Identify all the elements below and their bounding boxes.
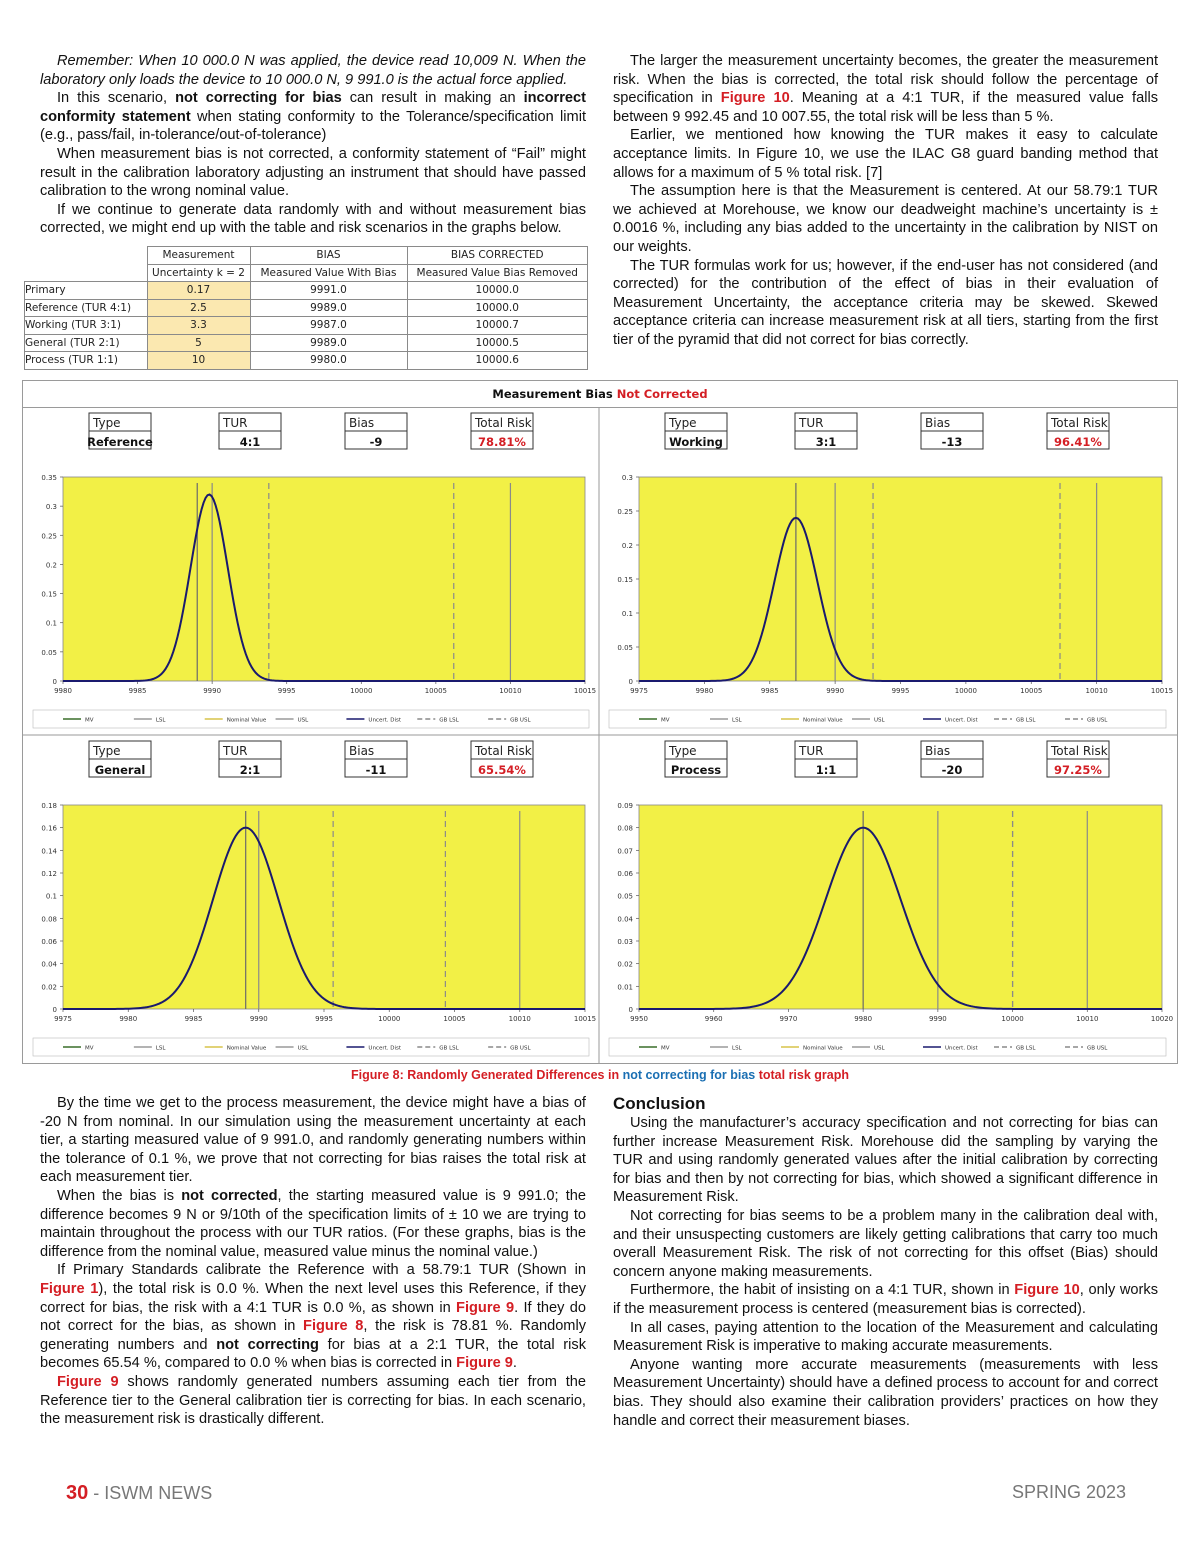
x-tick-label: 10010 [1076, 1015, 1099, 1023]
paragraph: The larger the measurement uncertainty becomes, the greater the measurement risk. When the bias is corrected, the total risk should follow the percentage of specification in Figure 10. Meaning at a 4:1 TUR, if the measured value falls between 9 992.45 and 10 007.55, the total risk will be less than 5 %. [613, 53, 1158, 125]
chart-panel [609, 741, 1173, 1056]
paragraph: The assumption here is that the Measurement is centered. At our 58.79:1 TUR we achieved at Morehouse, we know our deadweight machine’s uncertainty is ± 0.0016 %, including any bias added to the uncertainty in the calibration by NIST on our weights. [613, 183, 1158, 255]
y-tick-label: 0 [52, 678, 57, 686]
paragraph: When the bias is not corrected, the starting measured value is 9 991.0; the difference becomes 9 N or 9/10th of the specification limits of ± 10 we are trying to maintain throughout the process with our TUR ratios. (For these graphs, bias is the difference from the nominal value, measured value minus the nominal value.) [40, 1187, 586, 1260]
x-tick-label: 10000 [954, 687, 978, 695]
legend-label: USL [874, 717, 885, 724]
footer-publication: 30 - ISWM NEWS [66, 1482, 213, 1504]
table-row: Reference (TUR 4:1) 2.5 9989.0 10000.0 [25, 299, 588, 317]
legend-label: Uncert. Dist [945, 717, 978, 724]
x-tick-label: 10015 [573, 1015, 597, 1023]
legend-label: USL [297, 1045, 309, 1052]
legend-label: GB LSL [439, 717, 459, 724]
y-tick-label: 0.1 [621, 610, 633, 618]
x-tick-label: 10000 [378, 1015, 401, 1023]
header-value: Working [669, 435, 723, 449]
figure-8 [22, 380, 1178, 1064]
header-value: -20 [941, 763, 963, 777]
legend-label: Uncert. Dist [368, 1045, 402, 1052]
header-label: Total Risk [1051, 744, 1108, 758]
paragraph: Using the manufacturer’s accuracy specification and not correcting for bias can further increase Measurement Risk. Morehouse did the sampling by varying the TUR and using randomly generated values after the initial calibration by correcting for bias and then by not correcting for bias, which showed a significant difference in Measurement Risk. [613, 1115, 1158, 1206]
y-tick-label: 0.08 [617, 824, 633, 833]
x-tick-label: 9985 [760, 687, 779, 695]
right-column-bottom [613, 1094, 1158, 1430]
paragraph: Earlier, we mentioned how knowing the TUR makes it easy to calculate acceptance limits. In Figure 10, we use the ILAC G8 guard banding method that allows for a maximum of 5 % total risk. [7] [613, 127, 1158, 181]
legend-label: Uncert. Dist [945, 1045, 978, 1052]
paragraph: If Primary Standards calibrate the Reference with a 58.79:1 TUR (Shown in Figure 1), the total risk is 0.0 %. When the next level uses this Reference, if they correct for bias, the risk with a 4:1 TUR is 0.0 %, as shown in Figure 9. If they do not correct for the bias, as shown in Figure 8, the risk is 78.81 %. Randomly generating numbers and not correcting for bias at a 2:1 TUR, the total risk becomes 65.54 %, compared to 0.0 % when bias is corrected in Figure 9. [40, 1262, 587, 1372]
chart-panel [609, 413, 1173, 728]
paragraph: The TUR formulas work for us; however, if the end-user has not considered (and corrected) for the contribution of the effect of bias in their evaluation of Measurement Uncertainty, the acceptance criteria may be skewed. Skewed acceptance criteria can increase measurement risk at all tiers, starting from the first tier of the pyramid that did not correct for bias correctly. [613, 257, 1158, 348]
x-tick-label: 9975 [630, 687, 648, 695]
y-tick-label: 0.05 [617, 892, 633, 901]
x-tick-label: 10015 [573, 687, 597, 695]
legend-label: GB USL [1087, 1045, 1108, 1052]
y-tick-label: 0.08 [41, 915, 57, 924]
y-tick-label: 0.06 [617, 870, 633, 878]
y-tick-label: 0 [52, 1006, 57, 1014]
chart-panel [33, 413, 596, 728]
y-tick-label: 0.35 [41, 474, 57, 482]
header-value: 3:1 [815, 435, 837, 449]
y-tick-label: 0 [628, 678, 633, 686]
chart-panel [33, 741, 596, 1056]
x-tick-label: 10005 [443, 1015, 466, 1023]
x-tick-label: 9980 [54, 687, 72, 695]
paragraph: If we continue to generate data randomly with and without measurement bias corrected, we might end up with the table and risk scenarios in the graphs below. [40, 201, 586, 237]
y-tick-label: 0.2 [621, 542, 633, 550]
legend-label: USL [297, 717, 309, 724]
header-label: Total Risk [475, 416, 532, 430]
section-heading: Conclusion [613, 1094, 706, 1113]
y-tick-label: 0.1 [45, 892, 57, 901]
right-column-top [613, 52, 1158, 350]
header-label: Bias [925, 744, 951, 758]
header-value: -9 [369, 435, 383, 449]
legend-label: GB LSL [1016, 717, 1036, 724]
x-tick-label: 10010 [1085, 687, 1108, 695]
x-tick-label: 10005 [1020, 687, 1043, 695]
y-tick-label: 0.16 [41, 824, 57, 833]
y-tick-label: 0.14 [41, 847, 57, 856]
header-label: Type [669, 744, 697, 758]
y-tick-label: 0.2 [45, 561, 57, 570]
header-value: 1:1 [815, 763, 837, 777]
paragraph: Figure 9 shows randomly generated numbers assuming each tier from the Reference tier to the General calibration tier is correcting for bias. In each scenario, the measurement risk is drastically different. [40, 1373, 587, 1428]
y-tick-label: 0.09 [617, 802, 633, 810]
x-tick-label: 9950 [630, 1015, 648, 1023]
table-row: Process (TUR 1:1) 10 9980.0 10000.6 [25, 352, 588, 370]
header-label: TUR [223, 744, 248, 758]
paragraph: When measurement bias is not corrected, a conformity statement of “Fail” might result in the calibration laboratory adjusting an instrument that should have passed calibration to the wrong nominal value. [40, 145, 586, 200]
legend-label: USL [874, 1045, 885, 1052]
legend-label: MV [85, 717, 94, 724]
x-tick-label: 9970 [779, 1015, 798, 1023]
y-tick-label: 0.02 [617, 960, 633, 969]
legend-label: Uncert. Dist [368, 717, 402, 724]
page-number: 30 [66, 1482, 89, 1504]
y-tick-label: 0.07 [617, 847, 633, 856]
x-tick-label: 9980 [119, 1015, 138, 1023]
table-row: General (TUR 2:1) 5 9989.0 10000.5 [25, 334, 588, 352]
paragraph: Not correcting for bias seems to be a problem many in the calibration deal with, and their unsuspecting customers are likely getting calibrations that carry too much overall Measurement Risk. The risk of not correcting for this offset (Bias) should concern anyone making measurements. [613, 1207, 1158, 1280]
left-column-bottom [40, 1094, 586, 1429]
x-tick-label: 10005 [424, 687, 447, 695]
plot-area [639, 805, 1162, 1009]
header-label: Total Risk [1051, 416, 1108, 430]
figure-caption: Figure 8: Randomly Generated Differences in not correcting for bias total risk graph [350, 1068, 850, 1082]
table-row: Primary 0.17 9991.0 10000.0 [25, 282, 588, 300]
y-tick-label: 0.04 [617, 915, 633, 924]
header-label: TUR [223, 416, 248, 430]
y-tick-label: 0.05 [41, 648, 57, 657]
legend-label: Nominal Value [226, 1045, 267, 1052]
figure-link[interactable]: Figure 1 [40, 1280, 99, 1297]
x-tick-label: 10010 [499, 687, 522, 695]
y-tick-label: 0.1 [45, 619, 57, 628]
header-value: 4:1 [239, 435, 261, 449]
y-tick-label: 0.01 [617, 983, 633, 992]
remember-paragraph: Remember: When 10 000.0 N was applied, the device read 10,009 N. When the laboratory only loads the device to 10 000.0 N, 9 991.0 is the actual force applied. [40, 53, 586, 88]
x-tick-label: 10000 [350, 687, 373, 695]
y-tick-label: 0.15 [617, 576, 633, 584]
x-tick-label: 9990 [249, 1015, 268, 1023]
header-cell: Measured Value Bias Removed [407, 264, 588, 282]
header-value: 2:1 [239, 763, 261, 777]
plot-area [639, 477, 1162, 681]
legend-label: MV [85, 1045, 94, 1052]
paragraph: In this scenario, not correcting for bias can result in making an incorrect conformity statement when stating conformity to the Tolerance/specification limit (e.g., pass/fail, in-tolerance/out-of-tolerance) [40, 90, 587, 144]
header-label: Type [669, 416, 697, 430]
legend-label: GB USL [1087, 717, 1108, 724]
x-tick-label: 9980 [854, 1015, 873, 1023]
legend-label: LSL [155, 717, 166, 724]
x-tick-label: 9990 [203, 687, 222, 695]
bias-table [24, 246, 588, 370]
header-value: 65.54% [478, 763, 526, 777]
x-tick-label: 9990 [928, 1015, 947, 1023]
plot-area [63, 805, 585, 1009]
header-cell: Measured Value With Bias [250, 264, 407, 282]
legend-label: Nominal Value [803, 717, 843, 724]
header-value: 96.41% [1054, 435, 1102, 449]
y-tick-label: 0.12 [41, 870, 57, 878]
figure-link[interactable]: Figure 10 [1014, 1282, 1080, 1299]
header-label: Bias [349, 744, 375, 758]
header-cell: Uncertainty k = 2 [147, 264, 250, 282]
header-value: General [94, 763, 146, 777]
header-value: Process [670, 763, 722, 777]
legend-label: GB USL [510, 717, 531, 724]
paragraph: In all cases, paying attention to the location of the Measurement and calculating Measurement Risk is imperative to making accurate measurements. [613, 1319, 1158, 1355]
header-label: TUR [799, 416, 824, 430]
header-value: -13 [941, 435, 963, 449]
header-value: -11 [365, 763, 387, 777]
header-cell: Measurement [147, 247, 250, 265]
legend-label: LSL [732, 1045, 742, 1052]
legend-label: GB LSL [439, 1045, 459, 1052]
figure-charts [23, 407, 1177, 1063]
header-value: Reference [87, 435, 153, 449]
x-tick-label: 9985 [128, 687, 147, 695]
x-tick-label: 9975 [54, 1015, 72, 1023]
figure-link[interactable]: Figure 9 [456, 1355, 513, 1372]
y-tick-label: 0.04 [41, 960, 57, 969]
left-column-top [40, 52, 586, 238]
legend-label: Nominal Value [803, 1045, 843, 1052]
y-tick-label: 0.25 [617, 508, 633, 516]
header-label: Bias [349, 416, 375, 430]
header-label: Total Risk [475, 744, 532, 758]
legend-label: GB USL [510, 1045, 531, 1052]
x-tick-label: 10015 [1150, 687, 1174, 695]
header-cell: BIAS CORRECTED [407, 247, 588, 265]
header-value: 97.25% [1054, 763, 1102, 777]
y-tick-label: 0.25 [41, 532, 57, 541]
legend-label: MV [661, 1045, 670, 1052]
figure-link[interactable]: Figure 8 [303, 1318, 364, 1335]
plot-area [63, 477, 585, 681]
paragraph: By the time we get to the process measurement, the device might have a bias of -20 N from nominal. In our simulation using the measurement uncertainty at each tier, a starting measured value of 9 991.0, and randomly generating numbers within the tolerance of 0.1 %, we prove that not correcting for bias raises the total risk at each measurement tier. [40, 1095, 586, 1186]
x-tick-label: 10010 [508, 1015, 531, 1023]
header-label: Bias [925, 416, 951, 430]
legend-label: MV [661, 717, 670, 724]
legend-label: GB LSL [1016, 1045, 1036, 1052]
x-tick-label: 9995 [277, 687, 296, 695]
legend-label: Nominal Value [226, 717, 267, 724]
x-tick-label: 9995 [315, 1015, 333, 1023]
y-tick-label: 0.15 [41, 590, 57, 599]
figure-link[interactable]: Figure 9 [57, 1373, 119, 1390]
x-tick-label: 9990 [826, 687, 845, 695]
paragraph: Anyone wanting more accurate measurements (measurements with less Measurement Uncertainty) should have a defined process to account for and correct bias. They should also examine their calibration providers’ practices on how they handle and correct their measurement biases. [613, 1356, 1158, 1429]
y-tick-label: 0.02 [41, 983, 57, 992]
header-label: Type [93, 744, 121, 758]
legend-label: LSL [155, 1045, 166, 1052]
x-tick-label: 10020 [1150, 1015, 1174, 1023]
y-tick-label: 0.18 [41, 802, 57, 810]
y-tick-label: 0.03 [617, 938, 633, 946]
header-cell: BIAS [250, 247, 407, 265]
figure-link[interactable]: Figure 9 [456, 1299, 515, 1316]
paragraph: Furthermore, the habit of insisting on a 4:1 TUR, shown in Figure 10, only works if the measurement process is centered (measurement bias is corrected). [613, 1282, 1159, 1317]
legend-label: LSL [732, 717, 742, 724]
figure-link[interactable]: Figure 10 [720, 90, 790, 107]
x-tick-label: 9995 [891, 687, 910, 695]
figure-title: Measurement Bias Not Corrected [23, 381, 1177, 408]
x-tick-label: 9960 [704, 1015, 723, 1023]
header-label: TUR [799, 744, 824, 758]
x-tick-label: 9985 [184, 1015, 203, 1023]
x-tick-label: 9980 [695, 687, 714, 695]
y-tick-label: 0.05 [617, 644, 633, 652]
table-row: Working (TUR 3:1) 3.3 9987.0 10000.7 [25, 317, 588, 335]
x-tick-label: 10000 [1001, 1015, 1024, 1023]
y-tick-label: 0 [628, 1006, 633, 1014]
header-value: 78.81% [478, 435, 526, 449]
y-tick-label: 0.3 [621, 474, 633, 482]
header-label: Type [93, 416, 121, 430]
y-tick-label: 0.3 [45, 503, 57, 512]
y-tick-label: 0.06 [41, 938, 57, 946]
footer-issue: SPRING 2023 [1011, 1482, 1126, 1502]
